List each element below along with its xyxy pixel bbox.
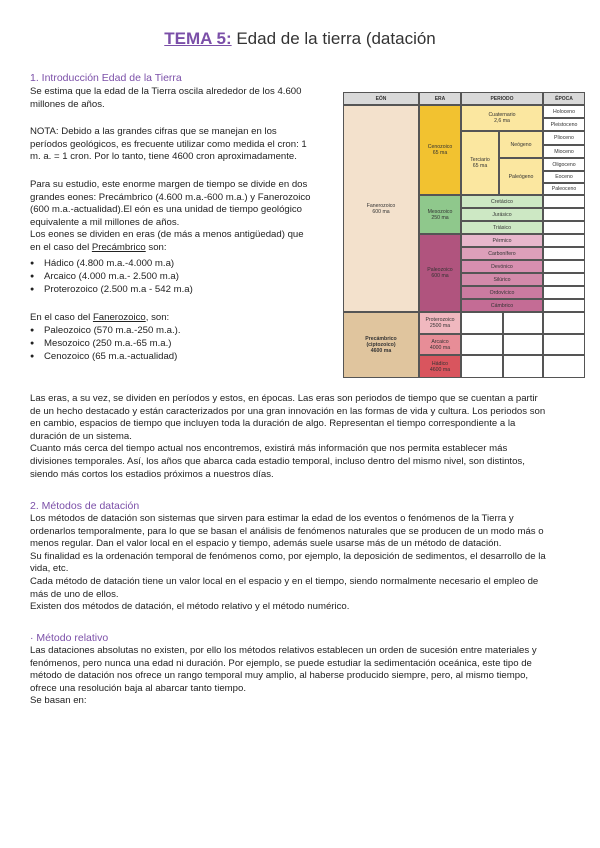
header-epoch: ÉPOCA bbox=[543, 92, 585, 105]
empty-cell bbox=[461, 334, 503, 355]
s2-p1-l3: menos regular. Dan el valor local en el espacio y tiempo, además suele usarse más de un método de datación. bbox=[30, 538, 502, 550]
s3-p1-l2: fenómenos, pero nunca una edad ni duración. Por ejemplo, se puede estudiar la sedimentación oceánica, este tipo de bbox=[30, 657, 532, 669]
s3-p1-l5: Se basan en: bbox=[30, 695, 87, 707]
empty-cell bbox=[543, 286, 585, 299]
s1-p3-l5: Los eones se dividen en eras (de más a menos antigüedad) que bbox=[30, 229, 304, 241]
empty-cell bbox=[461, 355, 503, 378]
period-cuaternario bbox=[461, 105, 543, 131]
list-item: ● Cenozoico (65 m.a.-actualidad) bbox=[30, 351, 335, 364]
empty-cell bbox=[543, 195, 585, 208]
empty-cell bbox=[503, 312, 543, 334]
era-mesozoico bbox=[419, 195, 461, 234]
era-proter-age: 2500 ma bbox=[429, 323, 451, 329]
empty-cell bbox=[543, 260, 585, 273]
period-silurico: Silúrico bbox=[461, 273, 543, 286]
s1-p3-l6a: en el caso del bbox=[30, 241, 92, 253]
header-era: ERA bbox=[419, 92, 461, 105]
section-1-intro bbox=[30, 86, 335, 111]
empty-cell bbox=[543, 334, 585, 355]
s2-p1-l8: Existen dos métodos de datación, el método relativo y el método numérico. bbox=[30, 601, 350, 613]
empty-cell bbox=[543, 273, 585, 286]
epoch-mioceno: Mioceno bbox=[543, 145, 585, 158]
eon-fanero-age: 600 ma bbox=[372, 208, 390, 215]
list-item: ● Arcaico (4.000 m.a.- 2.500 m.a) bbox=[30, 271, 335, 284]
era-ceno-name: Cenozoico bbox=[427, 144, 453, 150]
empty-cell bbox=[543, 312, 585, 334]
fanerozoico-link: Fanerozoico bbox=[92, 312, 146, 323]
s1-p5-l3: en cambio, espacios de tiempo que incluyen toda la duración de algo. Representan el tiempo correspondiente a la bbox=[30, 418, 516, 430]
eon-pre-age: 4600 ma bbox=[370, 348, 392, 354]
section-3-text bbox=[30, 645, 575, 708]
period-ordovicico: Ordovícico bbox=[461, 286, 543, 299]
period-cretacico: Cretácico bbox=[461, 195, 543, 208]
s3-p1-l1: Las dataciones absolutas no existen, por ello los métodos relativos establecen un orden de sucesión entre materiales y bbox=[30, 645, 537, 656]
eon-pre-sub: (ciptozoico) bbox=[366, 342, 396, 348]
s1-p3-l1: Para su estudio, este enorme margen de tiempo se divide en dos bbox=[30, 179, 308, 190]
s1-p2-l2: períodos geológicos, es frecuente utilizar como medida el cron: 1 bbox=[30, 138, 307, 150]
era-proter-name: Proterozoico bbox=[425, 317, 455, 323]
period-terciario bbox=[461, 131, 499, 195]
s3-p1-l4: ofrece una resolución baja al abarcar tanto tiempo. bbox=[30, 682, 246, 694]
s1-p5-l2: de un hecho destacado y están caracterizados por una gran innovación en las formas de vida y cultura. Los periodos son bbox=[30, 405, 546, 417]
s1-p5-l5: Cuanto más cerca del tiempo actual nos encontremos, existirá más información que nos permita establecer más bbox=[30, 443, 508, 455]
era-hadico-name: Hádico bbox=[431, 360, 449, 367]
empty-cell bbox=[543, 299, 585, 312]
s1-p5-l6: divisiones temporales. Así, los años que abarca cada estadio temporal, incluso dentro del mismo nivel, son distintos, bbox=[30, 455, 525, 467]
s1-p2-l3: m. a. = 1 cron. Por lo tanto, tiene 4600 cron aproximadamente. bbox=[30, 151, 297, 163]
section-1-heading: 1. Introducción Edad de la Tierra bbox=[30, 72, 182, 84]
epoch-pleistoceno: Pleistoceno bbox=[543, 118, 585, 131]
epoch-oligoceno: Oligoceno bbox=[543, 158, 585, 171]
s3-p1-l3: método de datación nos ofrece un rango temporal muy amplio, al haberse producido siempre, pero, al mismo tiempo, bbox=[30, 670, 529, 682]
s1-p1-l2: millones de años. bbox=[30, 98, 105, 110]
empty-cell bbox=[543, 208, 585, 221]
period-terc-age: 65 ma bbox=[472, 163, 488, 169]
period-terc-name: Terciario bbox=[470, 157, 490, 163]
page-title bbox=[0, 29, 600, 49]
era-arcaico-age: 4000 ma bbox=[429, 344, 451, 351]
era-cenozoico bbox=[419, 105, 461, 195]
era-arcaico bbox=[419, 334, 461, 355]
section-1-eons bbox=[30, 179, 335, 255]
era-ceno-age: 65 ma bbox=[432, 150, 448, 156]
list-item: ● Paleozoico (570 m.a.-250 m.a.). bbox=[30, 325, 335, 338]
eon-fanerozoico bbox=[343, 105, 419, 312]
header-eon: EÓN bbox=[343, 92, 419, 105]
section-2-heading: 2. Métodos de datación bbox=[30, 500, 140, 512]
s1-p3-l4: equivalente a mil millones de años. bbox=[30, 216, 180, 228]
s1-p4 bbox=[30, 312, 335, 325]
period-triasico: Triásico bbox=[461, 221, 543, 234]
s2-p1-l4: Su finalidad es la ordenación temporal de fenómenos como, por ejemplo, la deposición de sedimentos, el desarrollo de la bbox=[30, 550, 546, 562]
s1-p3-l3: (600 m.a.-actualidad).El eón es una unidad de tiempo geológico bbox=[30, 204, 303, 216]
title-text: Edad de la tierra (datación bbox=[231, 29, 436, 48]
period-cambrico: Cámbrico bbox=[461, 299, 543, 312]
section-2-text bbox=[30, 513, 575, 614]
empty-cell bbox=[543, 247, 585, 260]
list-item: ● Mesozoico (250 m.a.-65 m.a.) bbox=[30, 338, 335, 351]
empty-cell bbox=[543, 355, 585, 378]
s1-p4a: En el caso del bbox=[30, 312, 93, 323]
empty-cell bbox=[503, 334, 543, 355]
s1-p2-l1: NOTA: Debido a las grandes cifras que se manejan en los bbox=[30, 126, 277, 137]
era-meso-age: 250 ma bbox=[431, 214, 449, 221]
epoch-holoceno: Holoceno bbox=[543, 105, 585, 118]
s1-p3-l2: grandes eones: Precámbrico (4.600 m.a.-600 m.a.) y Fanerozoico bbox=[30, 191, 311, 203]
era-arcaico-name: Arcaico bbox=[431, 338, 449, 345]
empty-cell bbox=[503, 355, 543, 378]
era-paleo-name: Paleozoico bbox=[427, 267, 453, 273]
s2-p1-l2: ordenarlos temporalmente, para lo que se basan el análisis de fenómenos naturales que se producen de un modo más o bbox=[30, 525, 544, 537]
eon-fanero-name: Fanerozoico bbox=[366, 202, 396, 209]
list-item: ● Proterozoico (2.500 m.a - 542 m.a) bbox=[30, 284, 335, 297]
period-permico: Pérmico bbox=[461, 234, 543, 247]
s2-p1-l5: vida, etc. bbox=[30, 563, 69, 575]
list-item: ● Hádico (4.800 m.a.-4.000 m.a) bbox=[30, 258, 335, 271]
precambrian-era-list bbox=[30, 258, 335, 296]
era-hadico bbox=[419, 355, 461, 378]
s1-p1-l1: Se estima que la edad de la Tierra oscila alrededor de los 4.600 bbox=[30, 86, 302, 97]
era-paleo-age: 600 ma bbox=[431, 273, 449, 279]
period-neogeno: Neógeno bbox=[499, 131, 543, 158]
s1-p5-l7: siendo más cortos los estadios próximos a nuestros días. bbox=[30, 468, 274, 480]
era-proterozoico bbox=[419, 312, 461, 334]
period-cuat-name: Cuaternario bbox=[488, 112, 516, 118]
s2-p1-l7: más de uno de ellos. bbox=[30, 588, 119, 600]
s1-p4b: , son: bbox=[145, 312, 170, 323]
period-paleogeno: Paleógeno bbox=[499, 158, 543, 195]
eon-precambrico bbox=[343, 312, 419, 378]
s2-p1-l1: Los métodos de datación son sistemas que sirven para estimar la edad de los eventos o fenómenos de la Tierra y bbox=[30, 513, 514, 524]
eon-pre-name: Precámbrico bbox=[365, 336, 397, 342]
period-devonico: Devónico bbox=[461, 260, 543, 273]
empty-cell bbox=[543, 221, 585, 234]
s1-p3-l6 bbox=[30, 242, 335, 255]
geologic-time-table bbox=[343, 92, 585, 378]
section-1-eras-text bbox=[30, 393, 575, 481]
era-paleozoico bbox=[419, 234, 461, 312]
period-cuat-age: 2,6 ma bbox=[494, 118, 510, 124]
s1-p3-l6b: son: bbox=[145, 241, 167, 253]
era-hadico-age: 4600 ma bbox=[429, 366, 451, 373]
era-meso-name: Mesozoico bbox=[427, 208, 453, 215]
empty-cell bbox=[461, 312, 503, 334]
period-jurasico: Jurásico bbox=[461, 208, 543, 221]
phanerozoic-era-list bbox=[30, 325, 335, 363]
s1-p5-l1: Las eras, a su vez, se dividen en períodos y estos, en épocas. Las eras son periodos de tiempo que se cuentan a partir bbox=[30, 393, 538, 404]
epoch-eoceno: Eoceno bbox=[543, 171, 585, 183]
empty-cell bbox=[543, 234, 585, 247]
epoch-paleoceno: Paleoceno bbox=[543, 183, 585, 195]
period-carbonifero: Carbonífero bbox=[461, 247, 543, 260]
s1-p5-l4: duración de un sistema. bbox=[30, 430, 132, 442]
epoch-plioceno: Plioceno bbox=[543, 131, 585, 145]
s2-p1-l6: Cada método de datación tiene un valor local en el espacio y en el tiempo, siendo normalmente necesario el empleo de bbox=[30, 575, 539, 587]
precambrico-link: Precámbrico bbox=[91, 241, 146, 253]
title-prefix: TEMA 5: bbox=[164, 29, 232, 48]
header-period: PERIODO bbox=[461, 92, 543, 105]
section-3-heading: · Método relativo bbox=[30, 632, 109, 644]
section-1-note bbox=[30, 126, 335, 164]
